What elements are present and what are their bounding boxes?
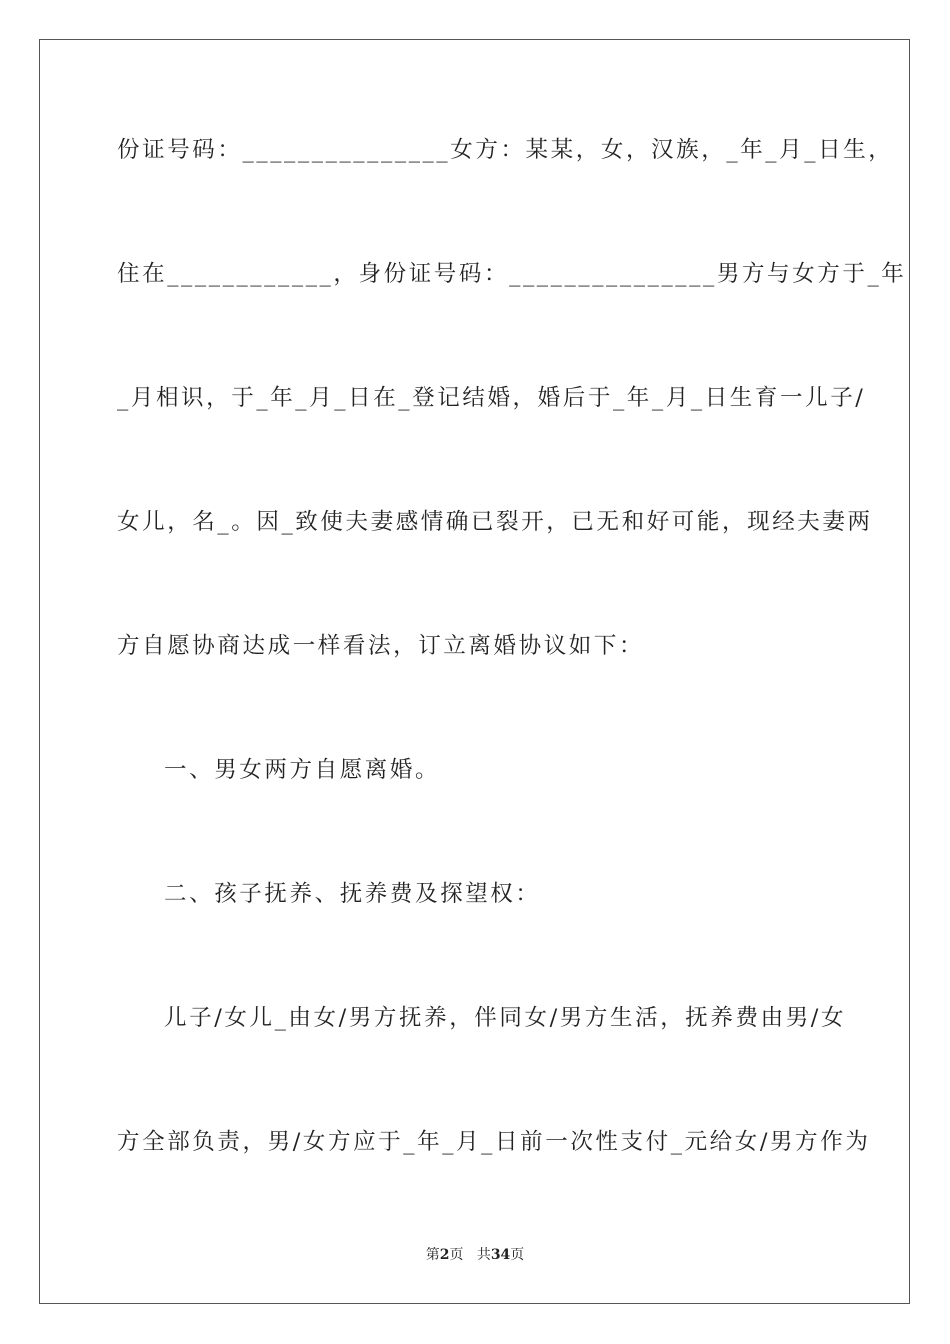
page-footer <box>0 1245 950 1265</box>
text-line-3: _月相识，于_年_月_日在_登记结婚，婚后于_年_月_日生育一儿子/ <box>117 385 866 411</box>
total-prefix: 共 <box>476 1247 491 1263</box>
text-line-1: 份证号码：_______________女方：某某，女，汉族，_年_月_日生， <box>117 137 894 163</box>
text-line-4: 女儿，名_。因_致使夫妻感情确已裂开，已无和好可能，现经夫妻两 <box>117 509 873 535</box>
total-pages: 34 <box>490 1247 511 1263</box>
total-suffix: 页 <box>510 1247 525 1263</box>
page-frame <box>39 39 910 1304</box>
clause-heading-2: 二、孩子抚养、抚养费及探望权： <box>164 881 541 907</box>
page-number: 2 <box>439 1247 450 1263</box>
text-line-8: 儿子/女儿_由女/男方抚养，伴同女/男方生活，抚养费由男/女 <box>164 1005 847 1031</box>
text-line-9: 方全部负责，男/女方应于_年_月_日前一次性支付_元给女/男方作为 <box>117 1129 871 1155</box>
page-prefix: 第 <box>425 1247 440 1263</box>
text-line-2: 住在____________，身份证号码：_______________男方与女方于_年 <box>117 261 907 287</box>
clause-heading-1: 一、男女两方自愿离婚。 <box>164 757 441 783</box>
page-suffix: 页 <box>449 1247 464 1263</box>
text-line-5: 方自愿协商达成一样看法，订立离婚协议如下： <box>117 633 645 659</box>
